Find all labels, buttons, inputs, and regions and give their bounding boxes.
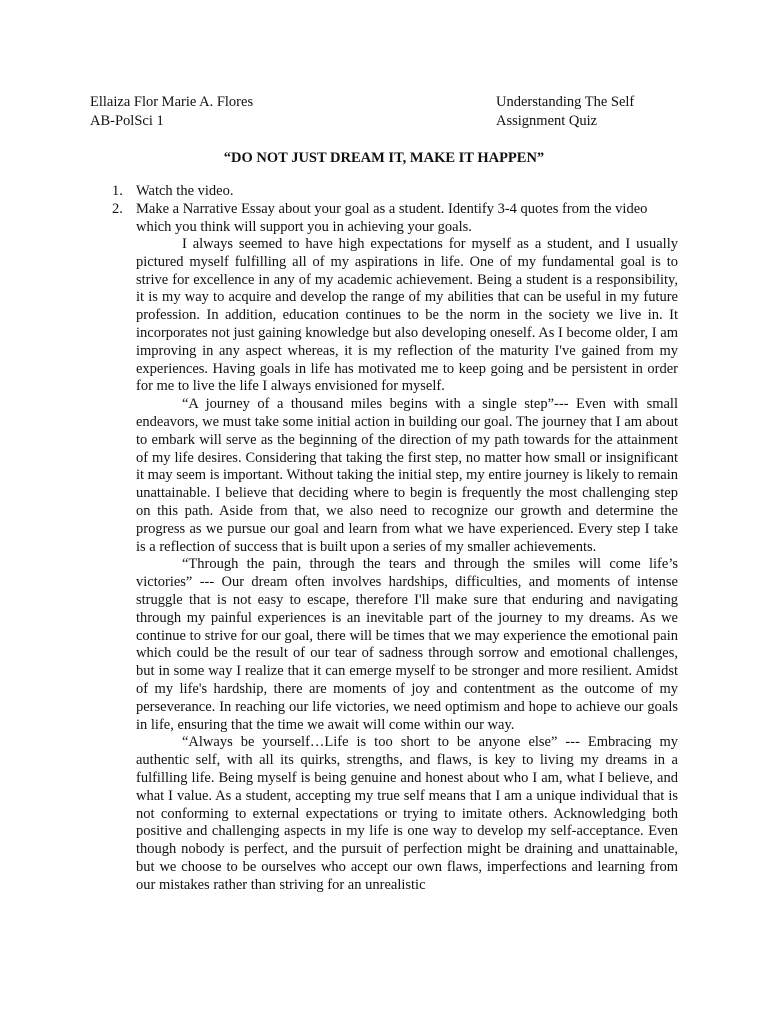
task-number: 2. xyxy=(112,201,123,217)
list-item xyxy=(112,200,680,236)
student-section: AB-PolSci 1 xyxy=(90,113,164,129)
student-info xyxy=(90,93,253,131)
essay-paragraph: “A journey of a thousand miles begins with a single step”--- Even with small endeavors, we must take some initial action in building our goal. The journey that I am about to embark will serve as the beginning of the direction of my path towards for the attainment of my life desires. Considering that taking the first step, no matter how small or insignificant it may seem is important. Without taking the initial step, my entire journey is likely to remain unattainable. I believe that deciding where to begin is frequently the most challenging step on this path. Aside from that, we also need to recognize our growth and determine the progress as we pursue our goal and learn from what we have experienced. Every step I take is a reflection of success that is built upon a series of my smaller achievements. xyxy=(136,396,678,555)
task-list xyxy=(112,182,680,236)
essay-paragraph: “Through the pain, through the tears and through the smiles will come life’s victories” --- Our dream often involves hardships, difficulties, and moments of intense struggle that is not easy to escape, therefore I'll make sure that enduring and navigating through my painful experiences is an inevitable part of the journey to my dreams. As we continue to strive for our goal, there will be times that we may experience the emotional pain which could be the result of our tear of sadness through sorrow and emotional challenges, but in some way I realize that it can emerge myself to be stronger and more resilient. Amidst of my life's hardship, there are moments of joy and contentment as the outcome of my perseverance. In reaching our life victories, we need optimism and hope to achieve our goals in life, ensuring that the time we await will come within our way. xyxy=(136,556,678,733)
document-title: “DO NOT JUST DREAM IT, MAKE IT HAPPEN” xyxy=(223,150,545,166)
course-title: Understanding The Self xyxy=(496,94,635,110)
course-info xyxy=(496,93,634,131)
task-text: Watch the video. xyxy=(136,183,234,199)
student-name: Ellaiza Flor Marie A. Flores xyxy=(90,94,254,110)
list-item xyxy=(112,182,680,200)
essay-paragraph: “Always be yourself…Life is too short to be anyone else” --- Embracing my authentic self, with all its quirks, strengths, and flaws, is key to living my dreams in a fulfilling life. Being myself is being genuine and honest about who I am, what I believe, and what I value. As a student, accepting my true self means that I am a unique individual that is not conforming to external expectations or trying to imitate others. Acknowledging both positive and challenging aspects in my life is one way to develop my self-acceptance. Even though nobody is perfect, and the pursuit of perfection might be draining and unattainable, but we choose to be ourselves who accept our own flaws, imperfections and learning from our mistakes rather than striving for an unrealistic xyxy=(136,734,678,893)
essay-body xyxy=(136,236,678,894)
task-text: Make a Narrative Essay about your goal as a student. Identify 3-4 quotes from the video which you think will support you in achieving your goals. xyxy=(136,201,648,235)
essay-paragraph: I always seemed to have high expectations for myself as a student, and I usually pictured myself fulfilling all of my aspirations in life. One of my fundamental goal is to strive for excellence in any of my academic achievement. Being a student is a responsibility, it is my way to acquire and develop the range of my abilities that can be useful in my future profession. In addition, education continues to be the norm in the society we live in. It incorporates not just gaining knowledge but also developing oneself. As I become older, I am improving in any aspect whereas, it is my reflection of the maturity I've gained from my experiences. Having goals in life has motivated me to keep going and be persistent in order for me to live the life I always envisioned for myself. xyxy=(136,236,678,395)
assignment-type: Assignment Quiz xyxy=(496,113,598,129)
task-number: 1. xyxy=(112,183,123,199)
